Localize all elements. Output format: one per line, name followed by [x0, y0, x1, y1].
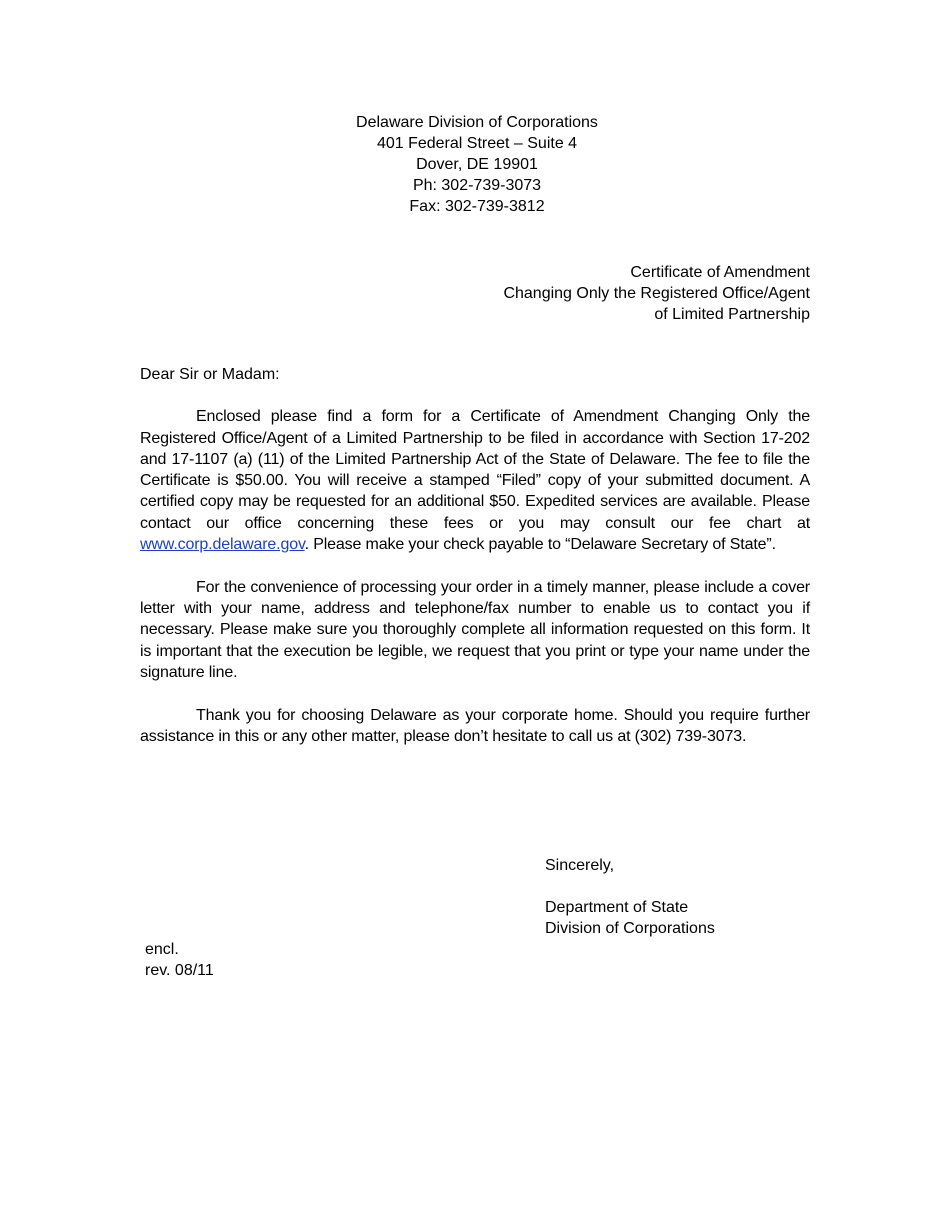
title-line-2: Changing Only the Registered Office/Agent	[503, 285, 810, 302]
paragraph-fees-tail: . Please make your check payable to “Delaware Secretary of State”.	[304, 536, 776, 554]
title-line-1: Certificate of Amendment	[630, 264, 810, 281]
website-link[interactable]: www.corp.delaware.gov	[140, 536, 305, 554]
closing-spacer	[545, 876, 715, 897]
revision-note: rev. 08/11	[145, 962, 214, 979]
letterhead-city: Dover, DE 19901	[416, 156, 538, 173]
letterhead-fax: Fax: 302-739-3812	[409, 198, 545, 215]
sign-off: Sincerely,	[545, 857, 615, 874]
signatory-division: Division of Corporations	[545, 920, 715, 937]
enclosure-note: encl.	[145, 941, 179, 958]
document-title	[503, 262, 810, 325]
letter-body	[140, 364, 810, 769]
salutation: Dear Sir or Madam:	[140, 366, 280, 383]
letterhead	[0, 112, 950, 217]
letterhead-phone: Ph: 302-739-3073	[412, 177, 542, 194]
footer-notes	[145, 939, 214, 981]
letterhead-street: 401 Federal Street – Suite 4	[376, 135, 578, 152]
paragraph-processing: For the convenience of processing your order in a timely manner, please include a cover letter with your name, address and telephone/fax number to enable us to contact you if necessary. Please make sure you thoroughly complete all information requested on this form. It is important that the execution be legible, we request that you print or type your name under the signature line.	[140, 578, 810, 682]
paragraph-fees	[140, 406, 810, 555]
title-line-3: of Limited Partnership	[654, 306, 810, 323]
closing	[545, 855, 715, 939]
letterhead-org: Delaware Division of Corporations	[356, 114, 598, 131]
paragraph-fees-text: Enclosed please find a form for a Certificate of Amendment Changing Only the Registered Office/Agent of a Limited Partnership to be filed in accordance with Section 17-202 and 17-1107 (a) (11) of the Limited Partnership Act of the State of Delaware. The fee to file the Certificate is $50.00. You will receive a stamped “Filed” copy of your submitted document. A certified copy may be requested for an additional $50. Expedited services are available. Please contact our office concerning these fees or you may consult our fee chart at	[140, 408, 810, 532]
paragraph-thanks: Thank you for choosing Delaware as your corporate home. Should you require further assistance in this or any other matter, please don’t hesitate to call us at (302) 739-3073.	[140, 706, 810, 746]
signatory-department: Department of State	[545, 899, 689, 916]
